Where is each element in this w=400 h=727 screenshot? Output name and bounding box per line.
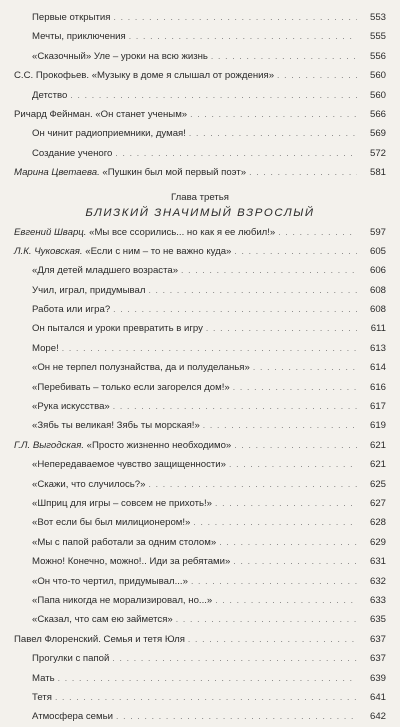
toc-entry-text: Первые открытия <box>32 12 111 23</box>
dot-leader <box>219 533 357 552</box>
dot-leader <box>215 591 357 610</box>
toc-entry-text: Мать <box>32 672 55 684</box>
toc-entry[interactable] <box>14 8 386 27</box>
toc-entry-page: 627 <box>369 497 386 509</box>
toc-entry[interactable] <box>14 223 386 242</box>
toc-entry-text: «Скажи, что случилось?» <box>32 478 146 490</box>
toc-entry-title <box>14 66 274 85</box>
dot-leader <box>58 669 357 688</box>
toc-entry-text: «Пушкин был мой первый поэт» <box>99 167 247 179</box>
dot-leader <box>113 8 357 27</box>
toc-entry-page: 632 <box>369 575 386 587</box>
toc-list-bottom <box>14 223 386 727</box>
dot-leader <box>211 47 357 66</box>
toc-entry-text: «Сказочный» Уле – уроки на всю жизнь <box>32 50 208 62</box>
toc-entry-text: «Шприц для игры – совсем не прихоть!» <box>32 497 213 509</box>
dot-leader <box>206 319 357 338</box>
toc-entry-text: Он чинит радиоприемники, думая! <box>32 128 186 140</box>
toc-entry-page: 581 <box>369 167 386 179</box>
toc-entry-page: 629 <box>369 536 386 548</box>
toc-entry-title <box>32 300 110 319</box>
toc-entry-page: 621 <box>369 459 386 471</box>
toc-entry-title <box>14 630 185 649</box>
toc-entry-page: 641 <box>369 691 386 703</box>
dot-leader <box>193 513 357 532</box>
dot-leader <box>148 281 357 300</box>
dot-leader <box>233 378 357 397</box>
dot-leader <box>129 27 357 46</box>
toc-entry-page: 633 <box>369 594 386 606</box>
toc-entry-page: 616 <box>369 381 386 393</box>
toc-entry[interactable] <box>14 261 386 280</box>
toc-entry[interactable] <box>14 416 386 435</box>
toc-entry[interactable] <box>14 533 386 552</box>
toc-entry-page: 569 <box>369 128 386 140</box>
toc-entry-author: Л.К. Чуковская. <box>14 245 83 257</box>
toc-entry-text: «Он не терпел полузнайства, да и полуделанья» <box>32 362 250 374</box>
toc-entry-text: Атмосфера семьи <box>32 711 113 723</box>
toc-entry-page: 642 <box>369 711 386 723</box>
dot-leader <box>215 494 357 513</box>
dot-leader <box>116 707 357 726</box>
toc-entry-page: 613 <box>369 342 386 354</box>
toc-entry[interactable] <box>14 436 386 455</box>
toc-entry[interactable] <box>14 378 386 397</box>
toc-entry-title <box>14 105 187 124</box>
dot-leader <box>113 397 357 416</box>
toc-entry-text: «Непередаваемое чувство защищенности» <box>32 459 227 471</box>
toc-entry[interactable] <box>14 572 386 591</box>
toc-entry-title <box>32 281 145 300</box>
toc-entry[interactable] <box>14 27 386 46</box>
toc-entry-text: «Просто жизненно необходимо» <box>84 439 232 451</box>
toc-entry-page: 572 <box>369 147 386 159</box>
toc-list-top <box>14 8 386 183</box>
toc-entry[interactable] <box>14 86 386 105</box>
toc-entry-title <box>32 572 188 591</box>
chapter-heading <box>14 191 386 221</box>
toc-entry[interactable] <box>14 688 386 707</box>
toc-entry[interactable] <box>14 494 386 513</box>
toc-entry[interactable] <box>14 242 386 261</box>
toc-entry[interactable] <box>14 47 386 66</box>
toc-entry-page: 639 <box>369 672 386 684</box>
toc-entry-text: Можно! Конечно, можно!.. Иди за ребятами» <box>32 556 231 568</box>
toc-entry-title <box>32 669 55 688</box>
toc-entry[interactable] <box>14 144 386 163</box>
dot-leader <box>181 261 357 280</box>
toc-entry-title <box>32 124 186 143</box>
toc-entry-title <box>32 513 190 532</box>
toc-entry-text: Павел Флоренский. Семья и тетя Юля <box>14 633 185 645</box>
chapter-title: БЛИЗКИЙ ЗНАЧИМЫЙ ВЗРОСЛЫЙ <box>85 206 315 219</box>
toc-entry-page: 621 <box>369 439 386 451</box>
dot-leader <box>253 358 357 377</box>
toc-entry-text: «Вот если бы был милиционером!» <box>32 517 191 529</box>
toc-entry-page: 608 <box>369 304 386 316</box>
toc-entry-page: 625 <box>369 478 386 490</box>
dot-leader <box>70 86 357 105</box>
toc-entry-page: 555 <box>369 31 386 43</box>
dot-leader <box>234 242 357 261</box>
toc-entry-text: «Зябь ты великая! Зябь ты морская!» <box>32 420 200 432</box>
toc-entry[interactable] <box>14 455 386 474</box>
toc-entry-text: Учил, играл, придумывал <box>32 284 146 296</box>
toc-entry[interactable] <box>14 649 386 668</box>
toc-entry-title <box>14 242 231 261</box>
toc-entry-text: Прогулки с папой <box>32 653 110 665</box>
toc-entry-title <box>14 223 275 242</box>
toc-entry[interactable] <box>14 124 386 143</box>
toc-entry[interactable] <box>14 319 386 338</box>
toc-entry-title <box>32 378 230 397</box>
toc-entry-text: «Сказал, что сам ею займется» <box>32 614 173 626</box>
dot-leader <box>277 66 357 85</box>
toc-entry-text: Он пытался и уроки превратить в игру <box>32 323 203 335</box>
toc-entry-title <box>32 610 173 629</box>
toc-entry-title <box>32 86 67 105</box>
toc-entry-text: Ричард Фейнман. «Он станет ученым» <box>14 108 188 120</box>
dot-leader <box>234 436 357 455</box>
toc-entry-page: 617 <box>369 401 386 413</box>
toc-entry-title <box>14 163 246 182</box>
toc-entry[interactable] <box>14 630 386 649</box>
toc-entry-text: С.С. Прокофьев. «Музыку в доме я слышал от рождения» <box>14 70 275 82</box>
dot-leader <box>112 649 357 668</box>
toc-entry-title <box>32 591 212 610</box>
toc-entry-text: «Если с ним – то не важно куда» <box>82 245 232 257</box>
toc-entry[interactable] <box>14 707 386 726</box>
dot-leader <box>191 572 357 591</box>
toc-entry-page: 608 <box>369 284 386 296</box>
toc-entry[interactable] <box>14 105 386 124</box>
toc-entry-text: Работа или игра? <box>32 304 111 316</box>
toc-entry-text: «Папа никогда не морализировал, но...» <box>32 594 213 606</box>
toc-entry-title <box>32 475 145 494</box>
toc-entry-page: 606 <box>369 265 386 277</box>
toc-entry-author: Евгений Шварц. <box>14 226 87 238</box>
toc-entry-title <box>32 261 178 280</box>
toc-entry-page: 560 <box>369 89 386 101</box>
dot-leader <box>203 416 357 435</box>
dot-leader <box>115 144 357 163</box>
toc-entry[interactable] <box>14 591 386 610</box>
toc-entry-text: «Рука искусства» <box>32 401 110 413</box>
toc-entry-title <box>32 319 203 338</box>
toc-entry[interactable] <box>14 358 386 377</box>
toc-entry-title <box>32 552 230 571</box>
toc-entry[interactable] <box>14 281 386 300</box>
toc-entry-title <box>32 533 216 552</box>
dot-leader <box>148 475 357 494</box>
toc-entry-page: 553 <box>369 12 386 23</box>
toc-entry-page: 631 <box>369 556 386 568</box>
dot-leader <box>113 300 357 319</box>
toc-entry-title <box>32 8 110 27</box>
toc-entry-page: 566 <box>369 108 386 120</box>
chapter-label: Глава третья <box>171 191 229 203</box>
dot-leader <box>189 124 357 143</box>
toc-entry-title <box>32 494 212 513</box>
toc-entry-text: Детство <box>32 89 68 101</box>
toc-entry-page: 597 <box>369 226 386 238</box>
toc-entry-page: 611 <box>370 323 386 335</box>
toc-entry-title <box>14 436 231 455</box>
toc-entry-author: Г.Л. Выгодская. <box>14 439 85 451</box>
toc-entry[interactable] <box>14 513 386 532</box>
toc-entry-title <box>32 688 52 707</box>
toc-entry-text: Создание ученого <box>32 147 113 159</box>
toc-entry-page: 614 <box>369 362 386 374</box>
toc-entry-page: 637 <box>369 653 386 665</box>
toc-entry-page: 635 <box>369 614 386 626</box>
toc-entry-title <box>32 144 112 163</box>
toc-entry[interactable] <box>14 669 386 688</box>
toc-entry-title <box>32 649 109 668</box>
toc-entry-text: Мечты, приключения <box>32 31 126 43</box>
toc-entry-title <box>32 47 208 66</box>
dot-leader <box>190 105 357 124</box>
toc-entry-title <box>32 416 200 435</box>
dot-leader <box>188 630 357 649</box>
toc-entry-text: «Перебивать – только если загорелся дом!» <box>32 381 230 393</box>
toc-entry[interactable] <box>14 397 386 416</box>
toc-entry-page: 556 <box>369 50 386 62</box>
toc-entry-page: 628 <box>369 517 386 529</box>
dot-leader <box>176 610 357 629</box>
toc-entry-title <box>32 707 113 726</box>
toc-entry-page: 637 <box>369 633 386 645</box>
toc-entry-page: 619 <box>369 420 386 432</box>
toc-entry-text: «Он что-то чертил, придумывал...» <box>32 575 188 587</box>
dot-leader <box>55 688 357 707</box>
toc-entry[interactable] <box>14 66 386 85</box>
toc-entry-text: «Мы с папой работали за одним столом» <box>32 536 217 548</box>
toc-entry[interactable] <box>14 475 386 494</box>
toc-entry-title <box>32 27 126 46</box>
toc-entry-text: Море! <box>32 342 59 354</box>
dot-leader <box>249 163 357 182</box>
dot-leader <box>62 339 357 358</box>
toc-entry-text: «Мы все ссорились... но как я ее любил!» <box>86 226 276 238</box>
toc-entry-page: 605 <box>369 245 386 257</box>
dot-leader <box>233 552 357 571</box>
toc-entry-title <box>32 358 250 377</box>
dot-leader <box>229 455 357 474</box>
toc-entry[interactable] <box>14 610 386 629</box>
toc-entry-text: «Для детей младшего возраста» <box>32 265 179 277</box>
dot-leader <box>278 223 357 242</box>
toc-entry-page: 560 <box>369 70 386 82</box>
toc-entry[interactable] <box>14 339 386 358</box>
toc-entry-text: Тетя <box>32 691 52 703</box>
toc-entry-title <box>32 455 226 474</box>
toc-entry[interactable] <box>14 163 386 182</box>
toc-entry-title <box>32 397 110 416</box>
toc-entry-title <box>32 339 59 358</box>
toc-entry-author: Марина Цветаева. <box>14 167 100 179</box>
toc-entry[interactable] <box>14 300 386 319</box>
toc-entry[interactable] <box>14 552 386 571</box>
